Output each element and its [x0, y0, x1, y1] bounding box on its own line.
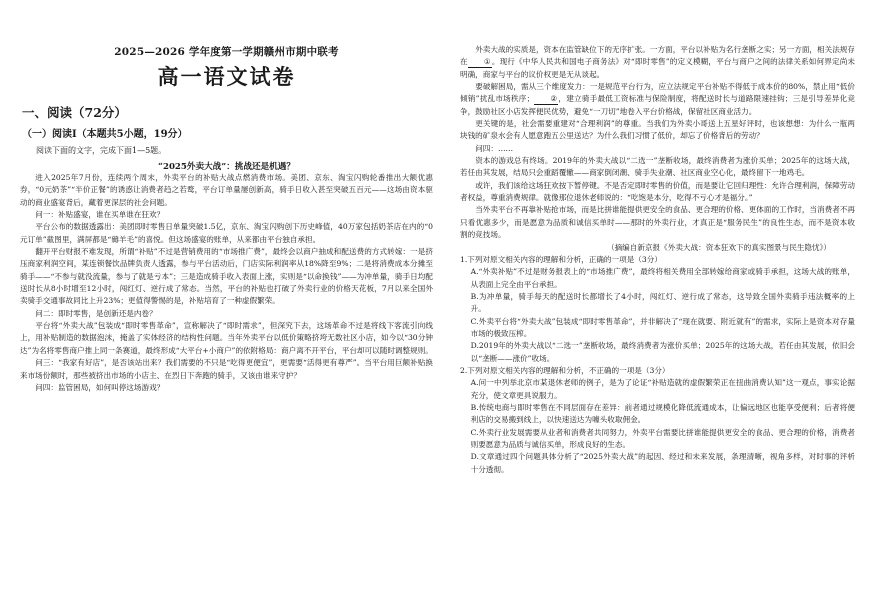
article-body-left [20, 172, 433, 615]
article-paragraph: 平台将“外卖大战”包装成“即时零售革命”，宣称解决了“即时需求”，但深究下去，这场革命不过是将线下客流引向线上，用补贴制造的数据泡沫，掩盖了实体经济的结构性问题。当年外卖平台以低价策略挤垮无数社区小店，如今以“30分钟达”为名将零售商户推上同一条赛道，最终形成“大平台+小商户”的依附格局：商户离不开平台，平台却可以随时调整规则。 [20, 321, 433, 355]
article-paragraph: 翻开平台财报不难发现，所谓“补贴”不过是营销费用的“市场推广费”，最终会以商户抽成和配送费的方式转嫁：一是挤压商家利润空间，某连锁餐饮品牌负责人透露，参与平台活动后，门店实际利润率从18%降至9%；二是将消费成本分摊至骑手——“不参与就没流量，参与了就是亏本”；三是造成骑手收入表面上涨，实则是“以命换钱”——为冲单量，骑手日均配送时长从8小时增至12小时，闯红灯、逆行成了常态。当然，平台的补贴也打破了外卖行业的价格天花板，7月以来全国外卖骑手交通事故同比上升23%；更值得警惕的是，补贴培育了一种虚假繁荣。 [20, 247, 433, 306]
question-2-option-c: C.外卖行业发展需要从业者和消费者共同努力，外卖平台需要比拼谁能提供更安全的食品、更合理的价格，消费者则要愿意为品质与诚信买单，形成良好的生态。 [470, 427, 855, 449]
article-paragraph: 或许，我们该给这场狂欢按下暂停键。不是否定即时零售的价值，而是要让它回归理性：允许合理利润，保障劳动者权益，尊重消费规律。就像那位退休老师说的：“吃饱是本分，吃得不亏心才是福分。” [460, 180, 855, 203]
question-1-stem: 1.下列对原文相关内容的理解和分析，正确的一项是（3分） [460, 254, 662, 264]
exam-title: 2025—2026 学年度第一学期赣州市期中联考 [114, 46, 339, 58]
article-paragraph: 问二：即时零售，是创新还是内卷？ [35, 308, 157, 318]
question-1-option-c: C.外卖平台将“外卖大战”包装成“即时零售革命”，并非解决了“现在就要、附近就有”的需求，实际上是资本对存量市场的极致压榨。 [470, 316, 855, 338]
question-2-option-b: B.传统电商与即时零售在不同层面存在差异：前者通过规模化降低流通成本，让偏远地区也能享受便利；后者将便利店的交易搬到线上，以快速送达为噱头收取佣金。 [470, 402, 855, 425]
question-2-option-a: A.问一中列举北京市某退休老师的例子，是为了论证“补贴造就的虚假繁荣正在扭曲消费认知”这一观点，事实论据充分，使文章更具说服力。 [470, 378, 855, 400]
left-column [20, 0, 433, 615]
article-body-right [460, 44, 855, 615]
article-paragraph: 问一：补贴盛宴，谁在买单谁在狂欢？ [35, 210, 165, 220]
question-2-option-d: D.文章通过四个问题具体分析了“2025外卖大战”的起因、经过和未来发展，条理清晰，视角多样，对时事的评析十分透彻。 [470, 452, 855, 474]
answer-blank-1: ① [468, 57, 492, 68]
paragraph-text: ，建立骑手最低工资标准与保险制度，将配送时长与道路限速挂钩；三是引导差异化竞争，鼓励社区小店发挥便民优势，避免“一刀切”地卷入平台价格战，保留社区商业活力。 [460, 94, 855, 116]
article-paragraph: 问四：…… [475, 143, 514, 153]
right-column [460, 0, 855, 615]
article-paragraph: 当外卖平台不再靠补贴抢市场，而是比拼谁能提供更安全的食品、更合理的价格、更体面的工作时，当消费者不再只看优惠多少，而是愿意为品质和诚信买单时——那时的外卖行业，才真正是“服务民生”的良性生态，而不是资本收割的竞技场。 [460, 205, 855, 240]
reading-instruction: 阅读下面的文字，完成下面1—5题。 [36, 146, 167, 155]
article-paragraph: 问三：“我家有好店”，是否该站出来？我们需要的不只是“吃得更便宜”，更需要“活得更有尊严”。当平台用巨额补贴换来市场份额时，那些被挤出市场的小店主、在烈日下奔跑的骑手，又该由谁来守护？ [20, 358, 433, 380]
question-1-option-a: A.“外卖补贴”不过是财务报表上的“市场推广费”，最终将相关费用全部转嫁给商家或骑手承担，这场大战的账单，从表面上完全由平台承担。 [470, 267, 855, 289]
question-2-stem: 2.下列对原文相关内容的理解和分析，不正确的一项是（3分） [460, 365, 670, 375]
section-heading: 一、阅读（72分） [22, 105, 127, 120]
article-paragraph [460, 44, 855, 81]
article-paragraph: 更关键的是，社会需要重建对“合理利润”的尊重。当我们为外卖小哥送上五星好评时，也该想想：为什么一瓶两块钱的矿泉水会有人愿意跑五公里送达？为什么我们习惯了低价，却忘了价格背后的劳动？ [460, 119, 855, 141]
paragraph-text: 。现行《中华人民共和国电子商务法》对“即时零售”的定义模糊，平台与商户之间的法律关系如何界定尚未明确，商家与平台的议价权更是无从谈起。 [460, 57, 855, 79]
article-source: （摘编自新京报《外卖大战：资本狂欢下的真实图景与民生隐忧》） [606, 242, 831, 252]
answer-blank-2: ② [534, 94, 558, 105]
article-paragraph [460, 81, 855, 118]
subsection-heading: （一）阅读Ⅰ（本题共5小题，19分） [22, 129, 188, 140]
article-title: “2025外卖大战”：挑战还是机遇？ [158, 162, 295, 172]
article-paragraph: 资本的游戏总有终场。2019年的外卖大战以“二选一”垄断收场，最终消费者为涨价买单；2025年的这场大战，若任由其发展，结局只会重蹈覆辙——商家倒闭潮、骑手失业潮、社区商业空心化，最终留下一地鸡毛。 [460, 156, 855, 178]
question-1-option-b: B.为冲单量，骑手每天的配送时长都增长了4小时，闯红灯、逆行成了常态，这导致全国外卖骑手违法概率的上升。 [470, 291, 855, 314]
question-1-option-d: D.2019年的外卖大战以“二选一”垄断收场，最终消费者为涨价买单；2025年的这场大战，若任由其发展，依旧会以“垄断——涨价”收场。 [470, 341, 855, 363]
subject-title: 高一语文试卷 [157, 64, 296, 89]
article-paragraph: 进入2025年7月份，连续两个周末，外卖平台的补贴大战点燃消费市场。美团、京东、淘宝闪购轮番推出大额优惠券，“0元奶茶”“半价正餐”的诱惑让消费者趋之若鹜，平台订单量屡创新高，骑手日收入甚至突破五百元——这场由资本驱动的商业盛宴背后，藏着更深层的社会问题。 [20, 173, 433, 207]
article-paragraph: 问四：监管困局，如何叫停这场游戏？ [35, 382, 165, 392]
article-paragraph: 平台公布的数据透露出：美团即时零售日单量突破1.5亿，京东、淘宝闪购创下历史峰值，40万家包括奶茶店在内的“0元订单”截图里，满屏都是“薅羊毛”的喜悦。但这场盛宴的账单，从来都由平台独自承担。 [20, 222, 433, 244]
paragraph-text: 外卖大战的实质是，资本在监管缺位下的无序扩张。一方面，平台以补贴为名行垄断之实；另一方面，相关法规存在 [460, 45, 855, 67]
paragraph-text: 要破解困局，需从三个维度发力：一是规范平台行为，应立法规定平台补贴不得低于成本价的80%，禁止用“低价倾销”扰乱市场秩序； [460, 82, 855, 104]
